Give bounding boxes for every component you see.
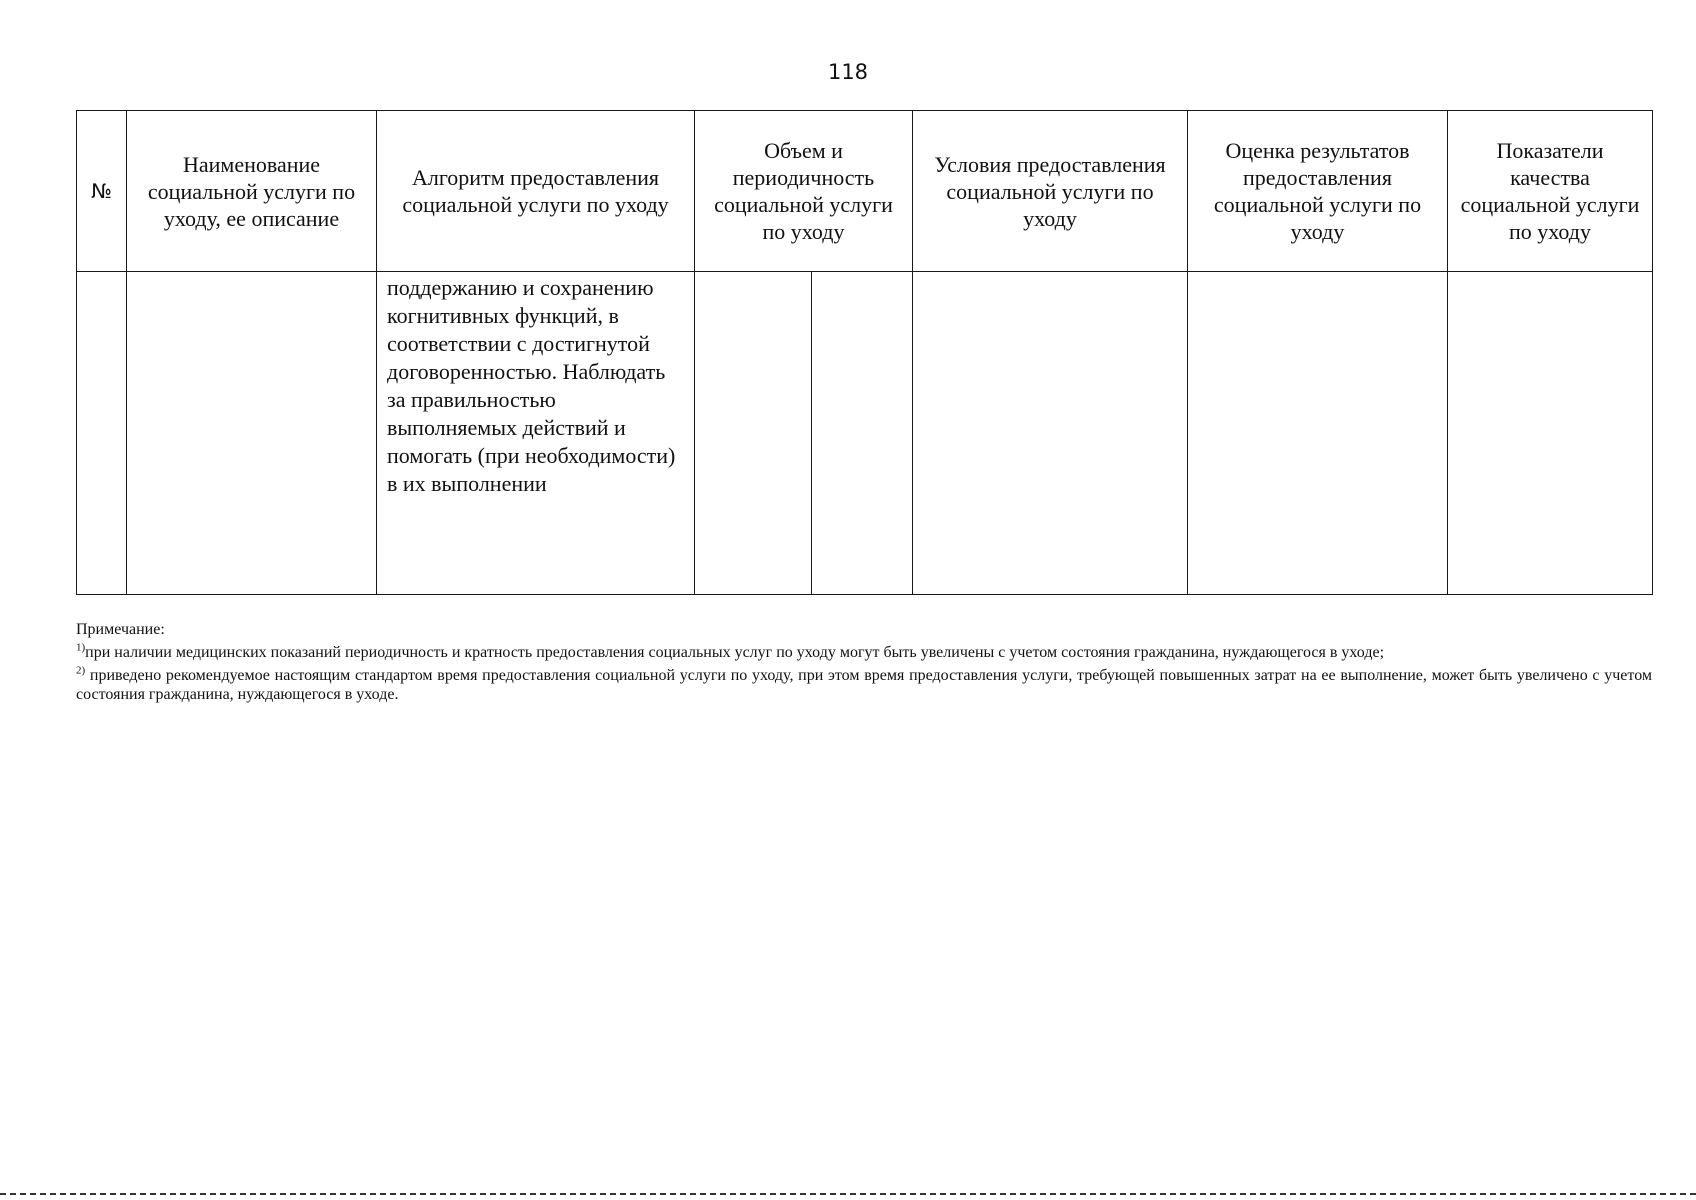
note-marker: 1) <box>76 641 86 654</box>
header-service-name: Наименование социальной услуги по уходу, ее описание <box>127 111 377 272</box>
cell-algorithm: поддержанию и сохранению когнитивных функций, в соответствии с достигнутой договоренностью. Наблюдать за правильностью выполняемых действий и помогать (при необходимости) в их выполнении <box>377 272 695 595</box>
service-standard-table <box>76 110 1653 595</box>
header-conditions: Условия предоставления социальной услуги по уходу <box>913 111 1188 272</box>
notes-section <box>76 620 1652 708</box>
header-algorithm: Алгоритм предоставления социальной услуги по уходу <box>377 111 695 272</box>
header-number: № <box>77 111 127 272</box>
note-text: при наличии медицинских показаний периодичность и кратность предоставления социальных услуг по уходу могут быть увеличены с учетом состояния гражданина, нуждающегося в уходе; <box>85 644 1385 661</box>
note-item <box>76 643 1652 662</box>
note-item <box>76 666 1652 704</box>
cell-quality <box>1448 272 1653 595</box>
note-marker: 2) <box>76 664 86 677</box>
header-volume-periodicity: Объем и периодичность социальной услуги по уходу <box>695 111 913 272</box>
cell-periodicity <box>812 272 913 595</box>
table-row <box>77 272 1653 595</box>
cell-evaluation <box>1188 272 1448 595</box>
page-number: 118 <box>827 60 869 84</box>
cell-service-name <box>127 272 377 595</box>
cell-number <box>77 272 127 595</box>
cell-volume <box>695 272 812 595</box>
notes-title: Примечание: <box>76 621 165 638</box>
header-evaluation: Оценка результатов предоставления социальной услуги по уходу <box>1188 111 1448 272</box>
header-quality-indicators: Показатели качества социальной услуги по уходу <box>1448 111 1653 272</box>
table-header-row <box>77 111 1653 272</box>
note-text: приведено рекомендуемое настоящим стандартом время предоставления социальной услуги по уходу, при этом время предоставления услуги, требующей повышенных затрат на ее выполнение, может быть увеличено с учетом состояния гражданина, нуждающегося в уходе. <box>76 667 1653 703</box>
cell-conditions <box>913 272 1188 595</box>
bottom-scan-edge <box>0 1193 1696 1195</box>
